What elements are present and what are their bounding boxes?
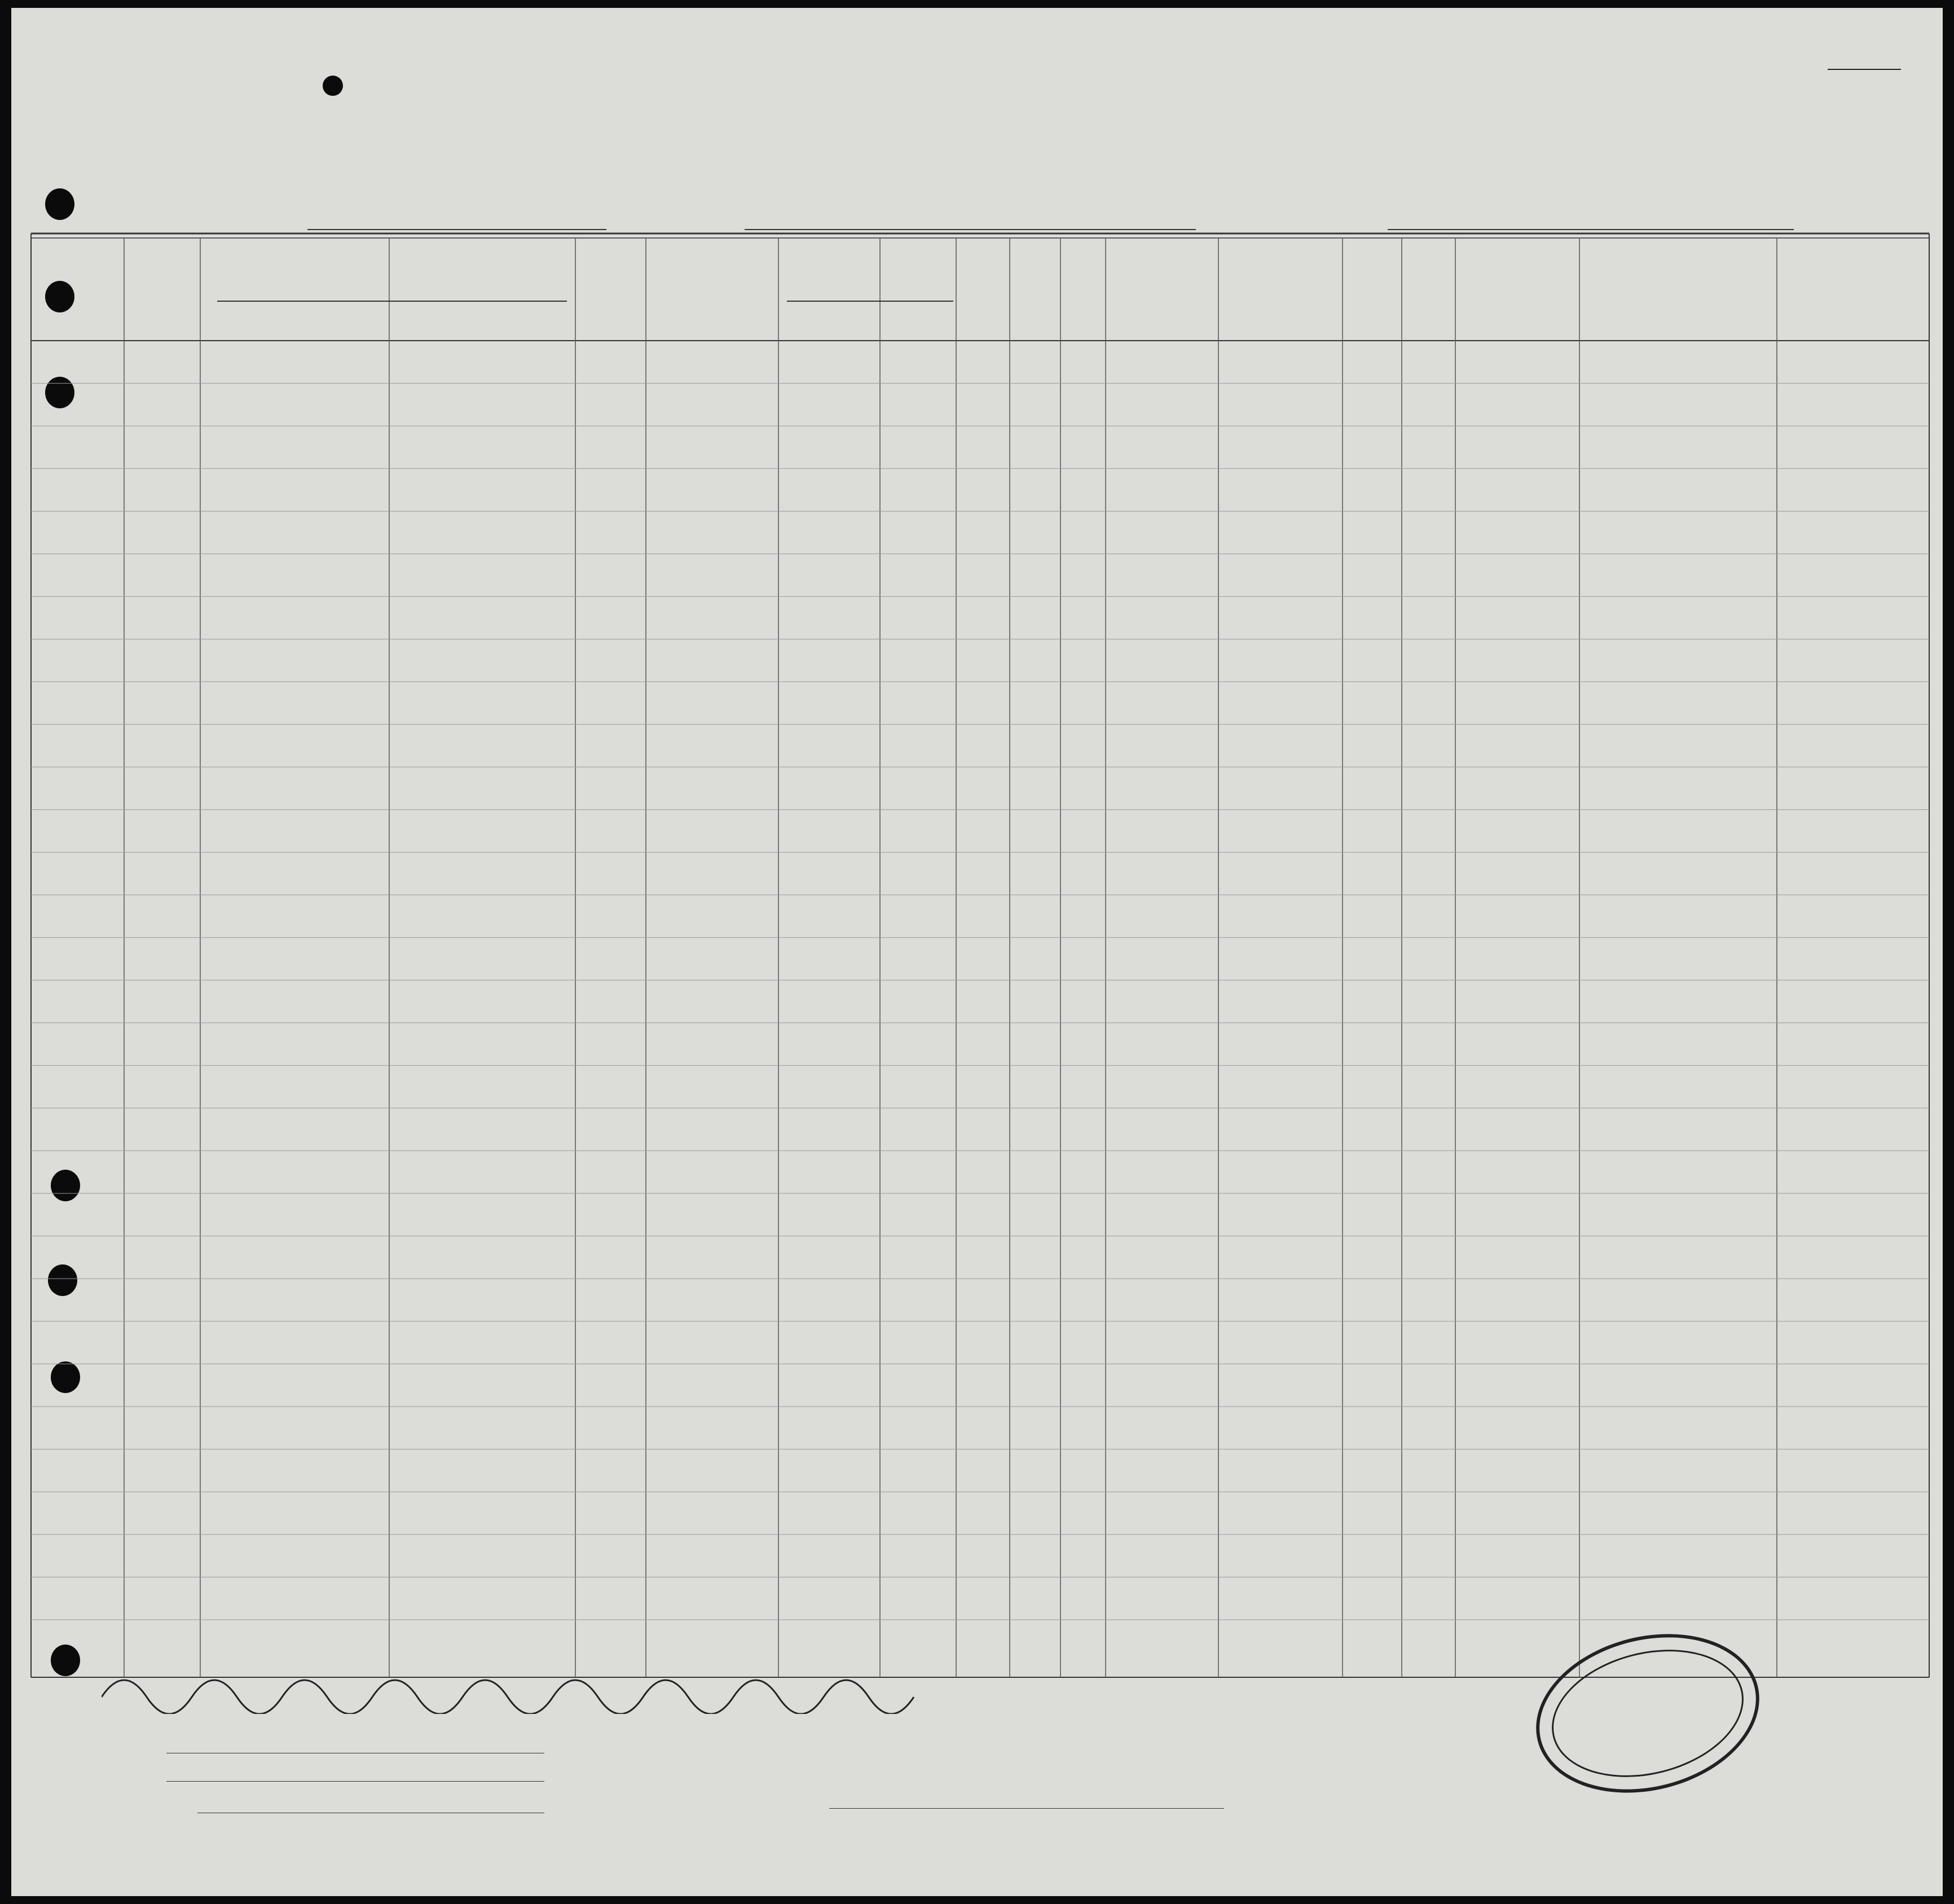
column-header — [1060, 250, 1106, 253]
column-label — [31, 250, 124, 253]
column-label — [1060, 250, 1106, 253]
column-label — [1218, 250, 1343, 253]
column-header — [1402, 250, 1455, 253]
column-header — [1455, 250, 1579, 274]
column-header — [1579, 250, 1777, 253]
column-label — [124, 250, 200, 253]
column-label — [778, 250, 956, 253]
manifest-sheet — [11, 8, 1943, 1896]
column-header — [1106, 250, 1218, 253]
column-header — [1010, 250, 1060, 253]
column-label — [1455, 250, 1579, 253]
column-label — [1106, 250, 1218, 253]
column-header — [778, 250, 956, 275]
column-header — [124, 250, 200, 253]
column-label — [1579, 250, 1777, 253]
column-header — [1343, 250, 1402, 253]
column-label — [1343, 250, 1402, 253]
column-header — [575, 250, 646, 253]
column-header — [1218, 250, 1343, 253]
column-label — [646, 250, 778, 253]
column-header — [956, 250, 1010, 253]
column-label — [956, 250, 1010, 253]
column-header — [31, 250, 124, 253]
manifest-grid — [11, 8, 1943, 1896]
inspector-underline — [829, 1808, 1224, 1809]
column-label — [1777, 250, 1929, 253]
column-header — [1777, 250, 1929, 253]
column-label — [575, 250, 646, 253]
owners-underline — [166, 1781, 544, 1782]
column-label — [1402, 250, 1455, 253]
wavy-closing-line — [102, 1669, 948, 1714]
column-label — [200, 250, 575, 253]
column-label — [1010, 250, 1060, 253]
column-header — [646, 250, 778, 253]
column-header — [200, 250, 575, 275]
